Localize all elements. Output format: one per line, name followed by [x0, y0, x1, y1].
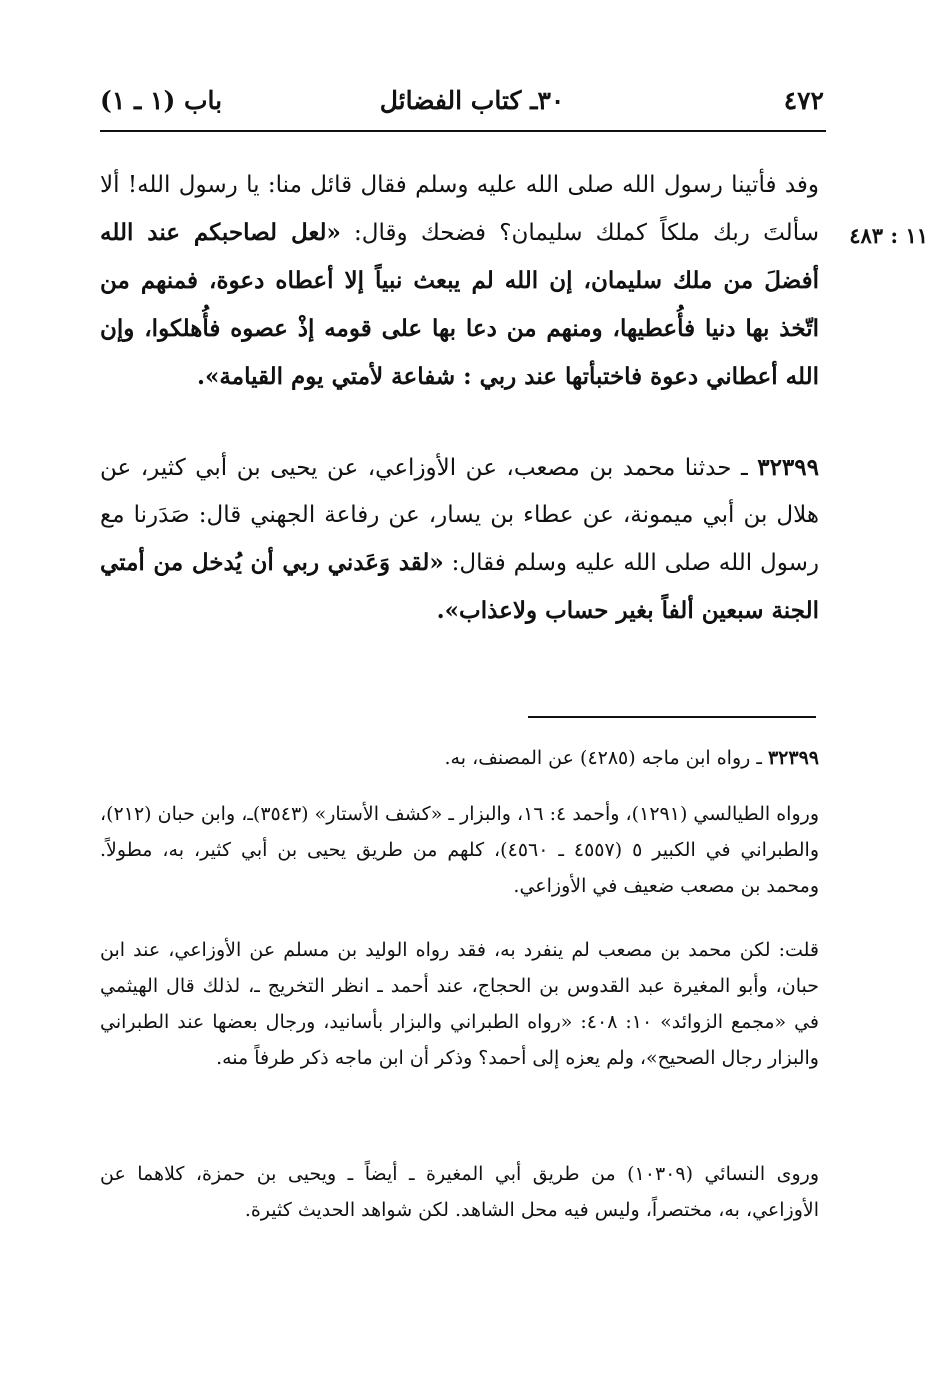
footnote-4: وروى النسائي (١٠٣٠٩) من طريق أبي المغيرة ـ أيضاً ـ ويحيى بن حمزة، كلاهما عن الأوزاعي، به، مختصراً، وليس فيه محل الشاهد. لكن شواهد الحديث كثيرة.: [100, 1163, 819, 1221]
prophetic-speech: «لعل لصاحبكم عند الله أفضلَ من ملك سليمان، إن الله لم يبعث نبياً إلا أعطاه دعوة، فمنهم من اتّخذ بها دنيا فأُعطيها، ومنهم من دعا بها على قومه إذْ عصوه فأُهلكوا، وإن الله أعطاني دعوة فاختبأتها عند ربي : شفاعة لأمتي يوم القيامة».: [100, 219, 819, 390]
chapter-label: باب (١ ـ ١): [100, 86, 223, 115]
hadith-number: ٣٢٣٩٩: [757, 454, 819, 481]
hadith-continuation: [100, 162, 819, 401]
footnote-3: قلت: لكن محمد بن مصعب لم ينفرد به، فقد رواه الوليد بن مسلم عن الأوزاعي، عند ابن حبان، وأبو المغيرة عبد القدوس بن الحجاج، عند أحمد ـ انظر التخريج ـ، لذلك قال الهيثمي في «مجمع الزوائد» ١٠: ٤٠٨: «رواه الطبراني والبزار بأسانيد، ورجال بعضها عند الطبراني والبزار رجال الصحيح»، ولم يعزه إلى أحمد؟ وذكر أن ابن ماجه ذكر طرفاً منه.: [100, 939, 820, 1069]
footnote-text: ـ رواه ابن ماجه (٤٢٨٥) عن المصنف، به.: [444, 747, 768, 769]
footnote-2: ورواه الطيالسي (١٢٩١)، وأحمد ٤: ١٦، والبزار ـ «كشف الأستار» (٣٥٤٣)ـ، وابن حبان (٢١٢)، والطبراني في الكبير ٥ (٤٥٥٧ ـ ٤٥٦٠)، كلهم من طريق يحيى بن أبي كثير، به، مطولاً. ومحمد بن مصعب ضعيف في الأوزاعي.: [100, 803, 819, 897]
page-number: ٤٧٢: [783, 86, 824, 115]
footnote-separator: [528, 716, 816, 718]
header-rule: [100, 130, 826, 132]
narration-text: ـ حدثنا محمد بن مصعب، عن الأوزاعي، عن يحيى بن أبي كثير، عن هلال بن أبي ميمونة، عن عطاء بن يسار، عن رفاعة الجهني قال: صَدَرنا مع رسول الله صلى الله عليه وسلم فقال:: [100, 455, 819, 576]
footnote-number: ٣٢٣٩٩: [767, 747, 819, 769]
margin-reference: ١١ : ٤٨٣: [849, 223, 928, 248]
hadith-32399: [100, 444, 819, 635]
prophetic-speech: «لقد وَعَدني ربي أن يُدخل من أمتي الجنة سبعين ألفاً بغير حساب ولاعذاب».: [100, 549, 819, 624]
book-title: ٣٠ـ كتاب الفضائل: [379, 86, 565, 115]
footnote-1: [100, 740, 819, 776]
narration-text: وفد فأتينا رسول الله صلى الله عليه وسلم فقال قائل منا: يا رسول الله! ألا سألتَ ربك ملكاً كملك سليمان؟ فضحك وقال:: [100, 172, 819, 246]
